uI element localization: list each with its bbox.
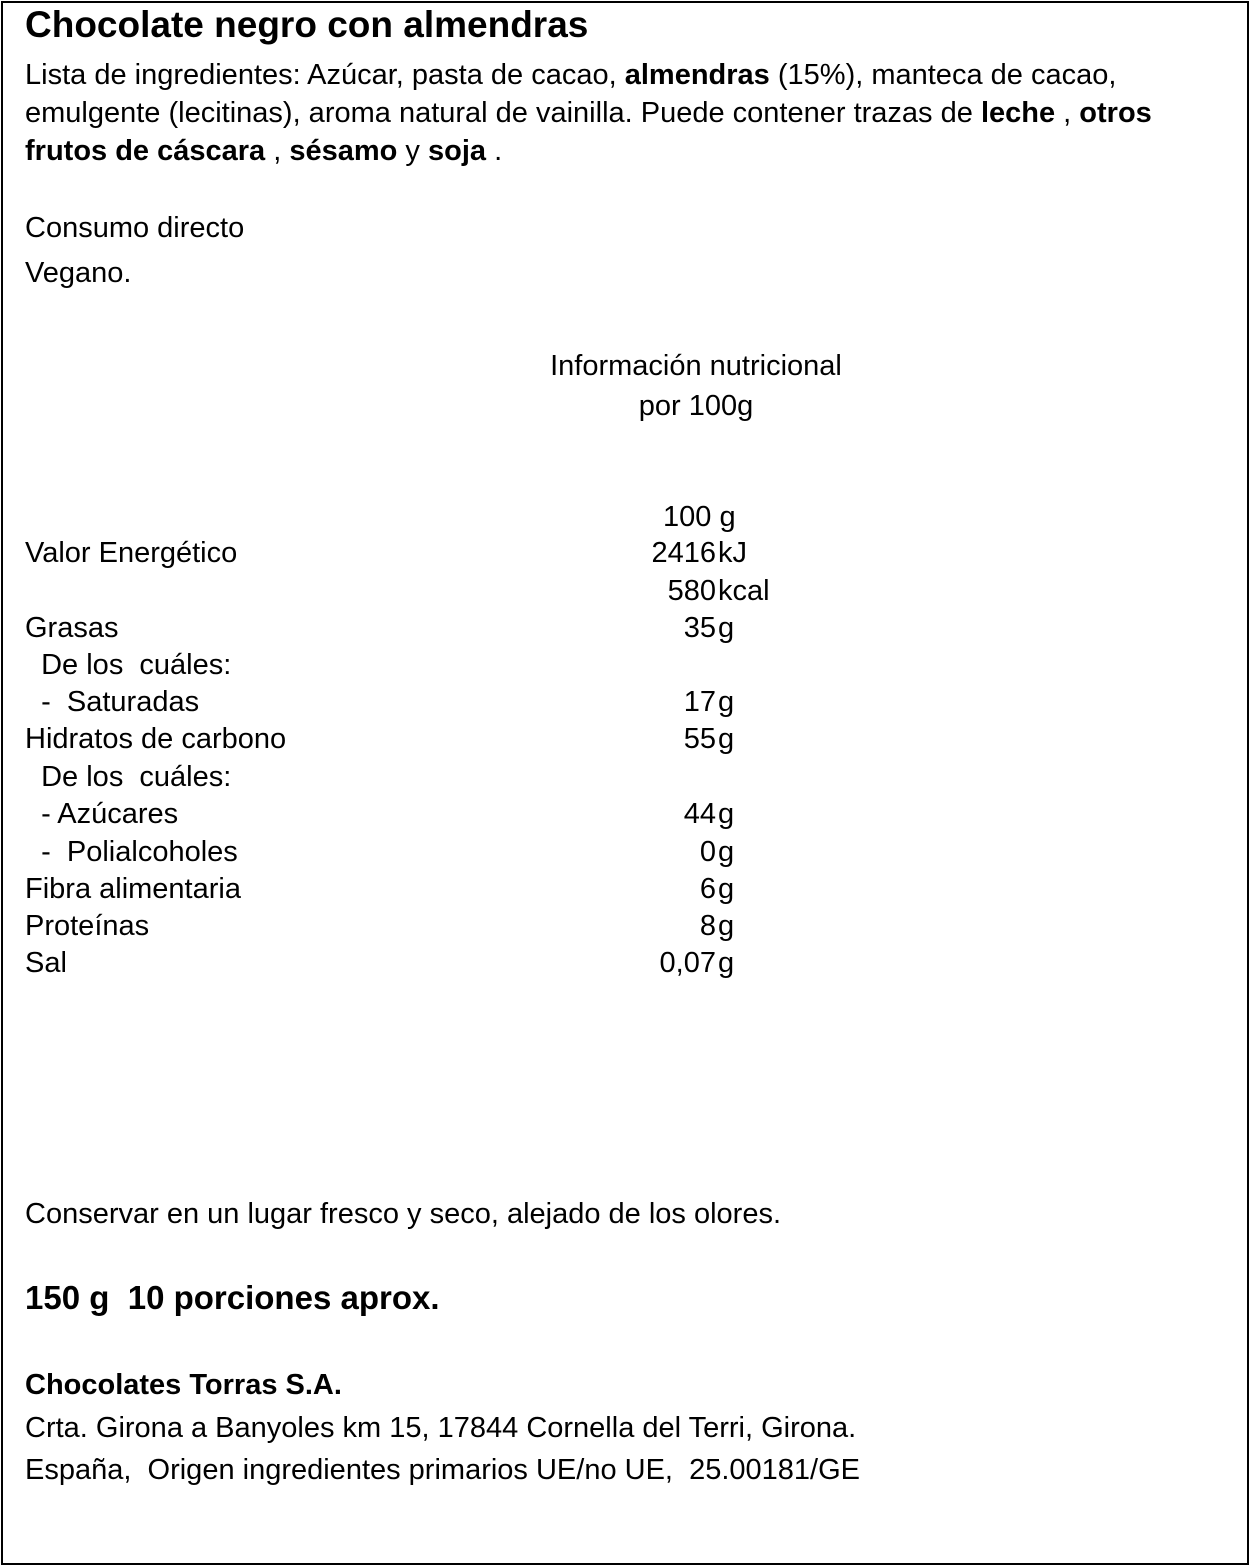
nutrition-row-unit: g	[718, 947, 735, 979]
nutrition-row-value: 6	[699, 873, 716, 905]
nutrition-column-header: 100 g	[663, 501, 736, 533]
allergen-almendras: almendras	[624, 59, 770, 91]
nutrition-row-label: Fibra alimentaria	[25, 873, 241, 905]
nutrition-row-value: 0,07	[659, 947, 716, 979]
ingredients-sep: ,	[1055, 97, 1080, 129]
nutrition-row-unit: g	[718, 723, 735, 755]
manufacturer-address: Crta. Girona a Banyoles km 15, 17844 Cornella del Terri, Girona.	[25, 1412, 857, 1444]
allergen-leche: leche	[980, 97, 1056, 129]
ingredients-sep: y	[397, 135, 428, 167]
nutrition-row-label: Proteínas	[25, 910, 150, 942]
nutrition-row-label: - Azúcares	[25, 798, 179, 830]
ingredients-list	[25, 56, 1225, 170]
nutrition-row-value: 55	[683, 723, 716, 755]
nutrition-row-unit: g	[718, 612, 735, 644]
allergen-sesamo: sésamo	[289, 135, 398, 167]
portion-text: 150 g 10 porciones aprox.	[25, 1279, 440, 1316]
nutrition-row-label: De los cuáles:	[25, 761, 232, 793]
nutrition-row-unit: g	[718, 686, 735, 718]
storage-text: Conservar en un lugar fresco y seco, alejado de los olores.	[25, 1198, 782, 1230]
nutrition-row-label: - Polialcoholes	[25, 836, 238, 868]
nutrition-row-unit: kcal	[718, 575, 770, 607]
allergen-soja: soja	[427, 135, 487, 167]
nutrition-heading: Información nutricional	[550, 350, 842, 382]
manufacturer-name: Chocolates Torras S.A.	[25, 1369, 342, 1401]
nutrition-subheading: por 100g	[638, 390, 754, 422]
nutrition-row-label: Grasas	[25, 612, 119, 644]
diet-text: Vegano.	[25, 257, 132, 289]
nutrition-row-label: Valor Energético	[25, 537, 238, 569]
nutrition-row-value: 580	[667, 575, 716, 607]
ingredients-sep: ,	[265, 135, 290, 167]
usage-text: Consumo directo	[25, 212, 245, 244]
nutrition-row-unit: g	[718, 873, 735, 905]
nutrition-row-label: - Saturadas	[25, 686, 200, 718]
nutrition-row-value: 8	[699, 910, 716, 942]
manufacturer-origin: España, Origen ingredientes primarios UE/no UE, 25.00181/GE	[25, 1454, 861, 1486]
nutrition-row-value: 0	[699, 836, 716, 868]
nutrition-row-value: 17	[683, 686, 716, 718]
nutrition-row-unit: g	[718, 910, 735, 942]
product-title: Chocolate negro con almendras	[25, 4, 589, 45]
ingredients-prefix: Lista de ingredientes: Azúcar, pasta de cacao,	[25, 59, 625, 91]
nutrition-row-value: 44	[683, 798, 716, 830]
nutrition-row-label: Sal	[25, 947, 67, 979]
nutrition-row-label: Hidratos de carbono	[25, 723, 287, 755]
nutrition-row-unit: g	[718, 836, 735, 868]
nutrition-row-value: 35	[683, 612, 716, 644]
nutrition-row-label: De los cuáles:	[25, 649, 232, 681]
allergen-frutos: otros frutos de cáscara	[25, 97, 1152, 167]
nutrition-row-unit: kJ	[718, 537, 747, 569]
nutrition-row-value: 2416	[651, 537, 716, 569]
nutrition-row-unit: g	[718, 798, 735, 830]
ingredients-mid: (15%), manteca de cacao, emulgente (lecitinas), aroma natural de vainilla. Puede contener trazas de	[25, 59, 1117, 129]
ingredients-end: .	[486, 135, 503, 167]
